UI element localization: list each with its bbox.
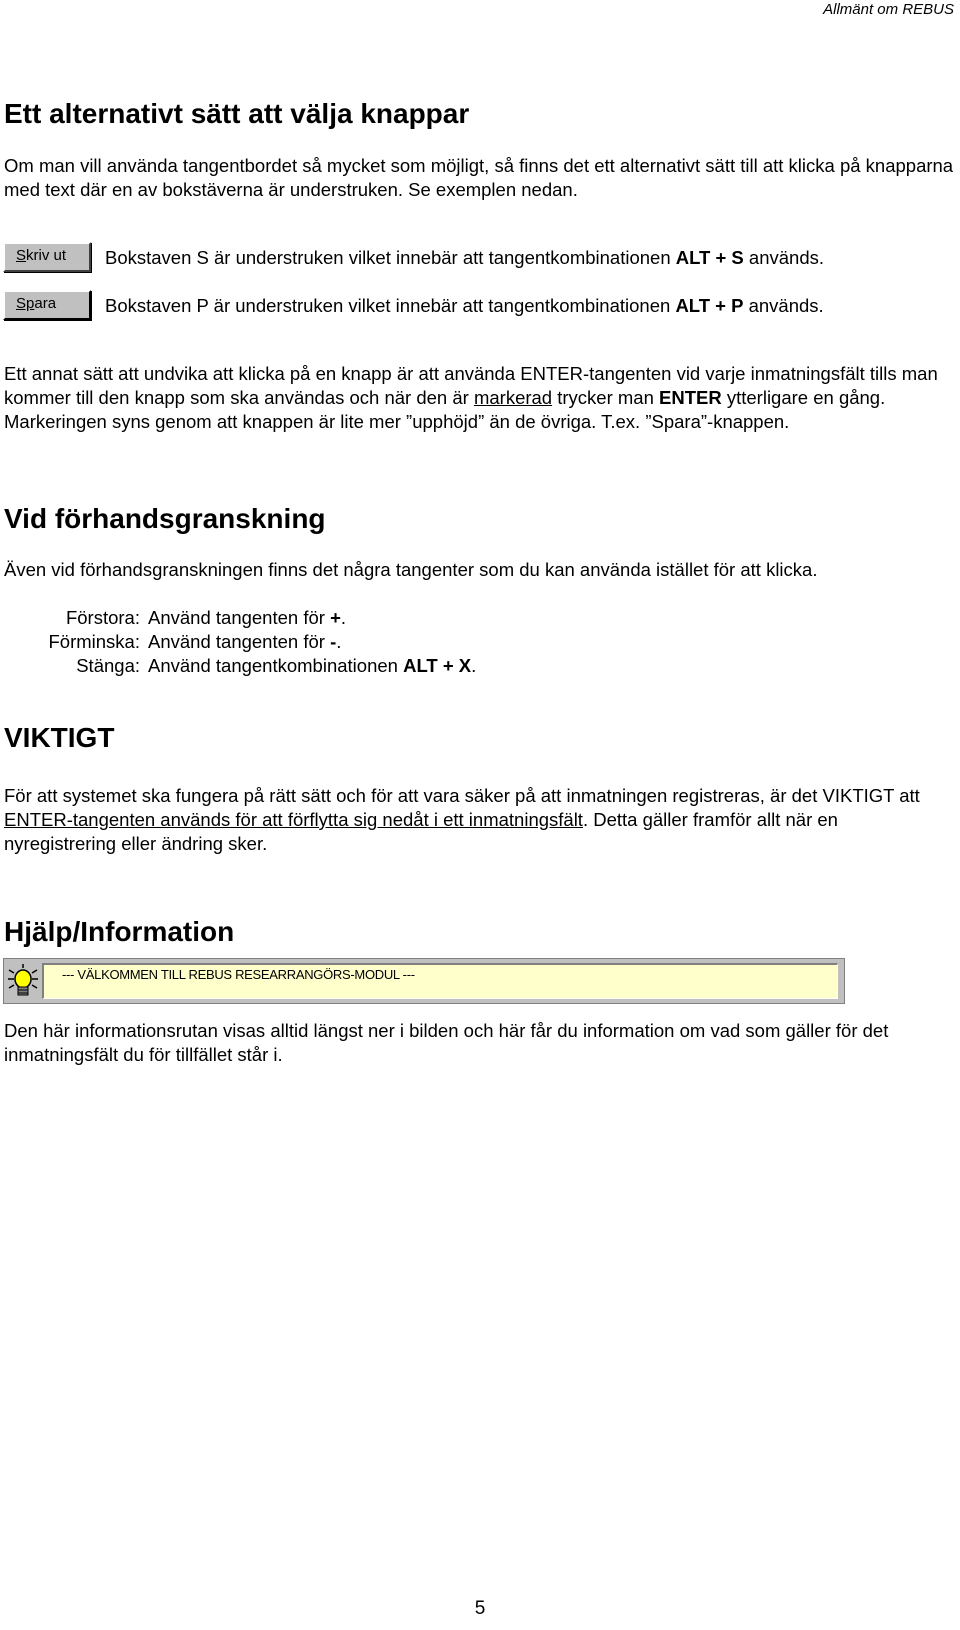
shortcut-text: . [471,655,477,676]
shortcut-text: Använd tangentkombinationen [148,655,404,676]
paragraph-text: . Detta gäller framför allt när en nyregistrering eller ändring sker. [4,809,838,854]
important-paragraph [4,784,954,856]
shortcut-text: Använd tangenten för [148,631,331,652]
shortcut-keys: ALT + S [675,247,744,268]
shortcut-keys: ALT + P [675,295,744,316]
underlined-term: markerad [473,387,553,408]
bold-term: ENTER [659,387,722,408]
save-button-mnemonic: Sp [16,295,35,312]
paragraph-text: Ett annat sätt att undvika att klicka på en knapp är att använda ENTER-tangenten vid varje inmatningsfält tills man kommer till den knapp som ska användas och när den är [4,363,938,408]
shortcut-text: . [336,631,342,652]
info-text-field: --- VÄLKOMMEN TILL REBUS RESEARRANGÖRS-MODUL --- [42,963,838,999]
save-button-description [105,294,824,318]
save-button-label: ara [34,295,57,312]
underlined-instruction: ENTER-tangenten används för att förflytta sig nedåt i ett inmatningsfält [4,809,583,830]
help-paragraph: Den här informationsrutan visas alltid längst ner i bilden och här får du information om vad som gäller för det inmatningsfält du för tillfället står i. [4,1020,889,1065]
shortcut-key-bold: - [330,631,337,652]
section-heading-buttons: Ett alternativt sätt att välja knappar [4,98,470,129]
desc-text: Bokstaven S är understruken vilket innebär att tangentkombinationen [105,247,676,268]
paragraph-text: För att systemet ska fungera på rätt sätt och för att vara säker på att inmatningen registreras, är det VIKTIGT att [4,785,920,806]
print-button[interactable] [3,242,91,272]
print-button-label: kriv ut [26,247,67,264]
paragraph-text: ytterligare en gång. Markeringen syns genom att knappen är lite mer ”upphöjd” än de övriga. T.ex. ”Spara”-knappen. [4,387,886,432]
running-header: Allmänt om REBUS [823,1,954,18]
print-button-mnemonic: S [16,247,27,264]
section-heading-preview: Vid förhandsgranskning [4,503,326,534]
desc-text: används. [743,247,825,268]
enter-key-paragraph [4,362,954,434]
shortcut-value [148,630,341,654]
print-button-description [105,246,824,270]
shortcut-value [148,606,346,630]
preview-intro: Även vid förhandsgranskningen finns det några tangenter som du kan använda istället för att klicka. [4,559,818,580]
shortcut-key: Förstora: [65,607,140,628]
shortcut-key: Förminska: [48,631,140,652]
shortcut-text: Använd tangenten för [148,607,331,628]
intro-paragraph: Om man vill använda tangentbordet så mycket som möjligt, så finns det ett alternativt sätt till att klicka på knapparna med text där en av bokstäverna är understruken. Se exemplen nedan. [4,155,954,200]
shortcut-key-bold: ALT + X [403,655,472,676]
save-button[interactable] [3,290,91,320]
shortcut-value [148,654,476,678]
section-heading-help: Hjälp/Information [4,916,235,947]
page-number: 5 [474,1598,486,1619]
shortcut-key: Stänga: [76,655,140,676]
section-heading-important: VIKTIGT [4,722,115,753]
info-bar [3,958,845,1004]
desc-text: Bokstaven P är understruken vilket innebär att tangentkombinationen [105,295,676,316]
shortcut-key-bold: + [330,607,341,628]
lightbulb-icon [6,963,40,1001]
paragraph-text: trycker man [552,387,660,408]
desc-text: används. [743,295,824,316]
shortcut-text: . [340,607,347,628]
